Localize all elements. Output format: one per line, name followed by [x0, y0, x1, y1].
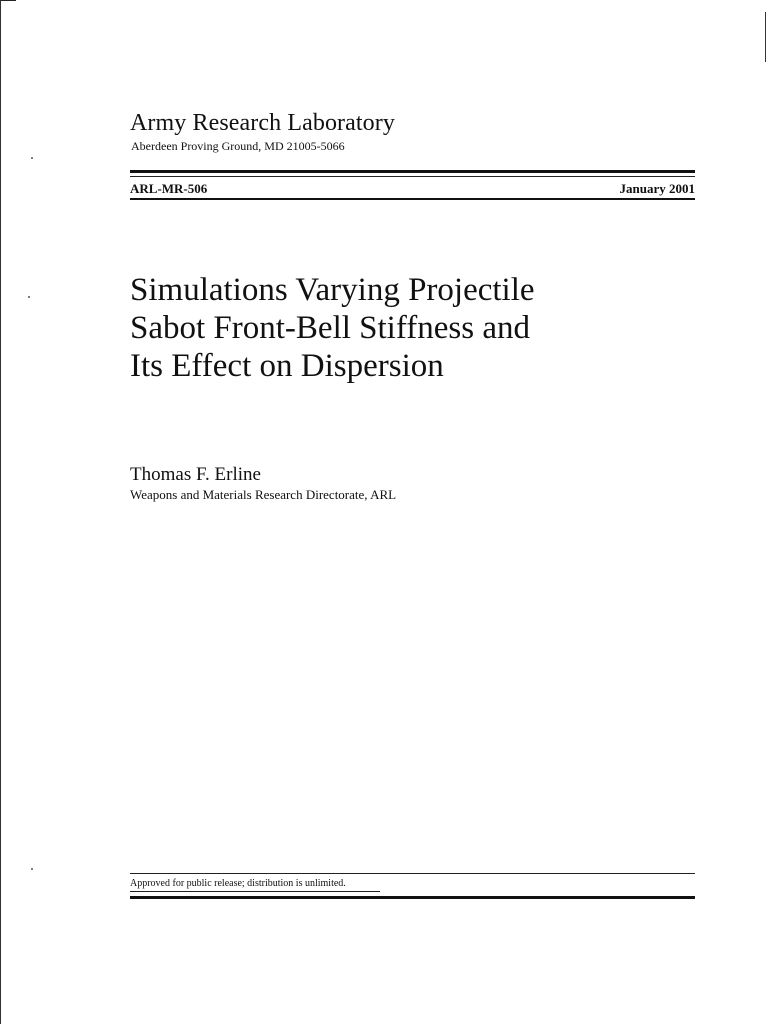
distribution-statement: Approved for public release; distribution is unlimited.	[130, 878, 346, 889]
scan-speck	[28, 296, 30, 298]
distribution-underline	[130, 891, 380, 892]
organization-address: Aberdeen Proving Ground, MD 21005-5066	[131, 139, 345, 153]
scan-edge-right	[765, 12, 766, 62]
report-number: ARL-MR-506	[130, 181, 208, 196]
footer-rule-thick	[130, 896, 695, 899]
report-title	[130, 271, 535, 385]
report-date: January 2001	[619, 181, 695, 196]
scan-speck	[31, 157, 33, 159]
footer-rule-thin	[130, 873, 695, 874]
scan-edge-mark	[0, 0, 16, 1]
header-rule-thin	[130, 176, 695, 177]
report-title-line: Sabot Front-Bell Stiffness and	[130, 310, 530, 346]
meta-rule	[130, 198, 695, 200]
header-rule-thick	[130, 170, 695, 173]
report-title-line: Its Effect on Dispersion	[130, 348, 444, 384]
scan-speck	[31, 868, 33, 870]
organization-name: Army Research Laboratory	[130, 110, 395, 136]
scan-edge-left	[0, 0, 1, 1024]
report-title-line: Simulations Varying Projectile	[130, 272, 535, 308]
author-name: Thomas F. Erline	[130, 464, 261, 485]
author-affiliation: Weapons and Materials Research Directorate, ARL	[130, 487, 397, 502]
